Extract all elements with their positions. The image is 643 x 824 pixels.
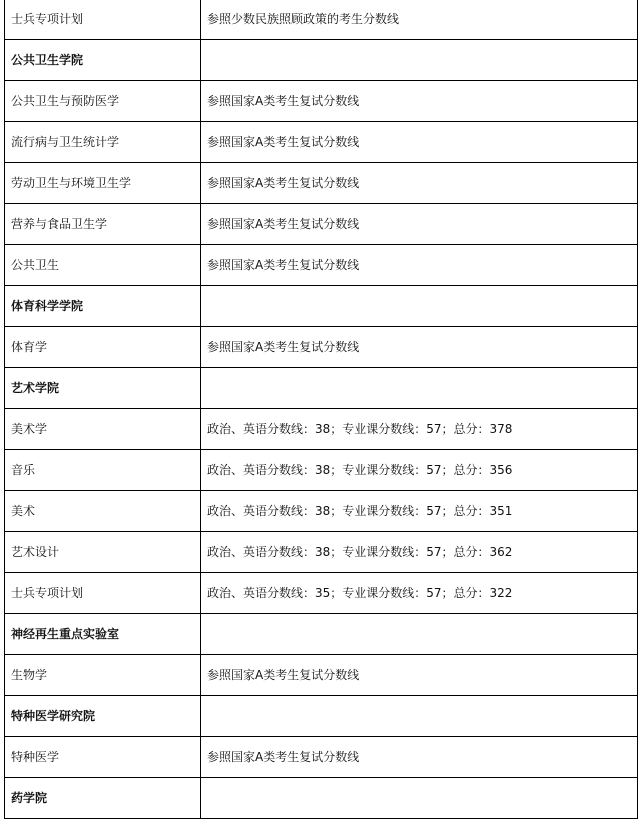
major-cell: 生物学: [5, 655, 201, 696]
requirement-cell: [201, 40, 638, 81]
major-cell: 公共卫生: [5, 245, 201, 286]
section-title: 体育科学学院: [5, 286, 201, 327]
requirement-cell: 政治、英语分数线：38；专业课分数线：57；总分：351: [201, 491, 638, 532]
major-cell: 音乐: [5, 450, 201, 491]
table-row: [5, 491, 638, 532]
requirement-cell: 政治、英语分数线：35；专业课分数线：57；总分：322: [201, 573, 638, 614]
requirement-cell: 参照国家A类考生复试分数线: [201, 245, 638, 286]
major-cell: 营养与食品卫生学: [5, 204, 201, 245]
requirement-cell: 参照国家A类考生复试分数线: [201, 81, 638, 122]
requirement-cell: 参照国家A类考生复试分数线: [201, 737, 638, 778]
score-table-container: [4, 0, 637, 819]
requirement-cell: 政治、英语分数线：38；专业课分数线：57；总分：362: [201, 532, 638, 573]
requirement-cell: [201, 286, 638, 327]
requirement-cell: 参照少数民族照顾政策的考生分数线: [201, 0, 638, 40]
requirement-cell: 政治、英语分数线：38；专业课分数线：57；总分：356: [201, 450, 638, 491]
major-cell: 士兵专项计划: [5, 573, 201, 614]
section-row: [5, 778, 638, 819]
section-row: [5, 286, 638, 327]
section-title: 药学院: [5, 778, 201, 819]
table-row: [5, 450, 638, 491]
major-cell: 流行病与卫生统计学: [5, 122, 201, 163]
major-cell: 美术: [5, 491, 201, 532]
section-row: [5, 368, 638, 409]
section-title: 神经再生重点实验室: [5, 614, 201, 655]
major-cell: 劳动卫生与环境卫生学: [5, 163, 201, 204]
requirement-cell: 参照国家A类考生复试分数线: [201, 163, 638, 204]
requirement-cell: [201, 614, 638, 655]
table-row: [5, 532, 638, 573]
major-cell: 体育学: [5, 327, 201, 368]
requirement-cell: 参照国家A类考生复试分数线: [201, 655, 638, 696]
table-row: [5, 245, 638, 286]
table-row: [5, 655, 638, 696]
table-row: [5, 81, 638, 122]
requirement-cell: 参照国家A类考生复试分数线: [201, 327, 638, 368]
section-row: [5, 40, 638, 81]
major-cell: 士兵专项计划: [5, 0, 201, 40]
table-row: [5, 737, 638, 778]
section-title: 公共卫生学院: [5, 40, 201, 81]
score-table-body: [5, 0, 638, 819]
score-table: [4, 0, 638, 819]
requirement-cell: 政治、英语分数线：38；专业课分数线：57；总分：378: [201, 409, 638, 450]
table-row: [5, 122, 638, 163]
table-row: [5, 327, 638, 368]
requirement-cell: 参照国家A类考生复试分数线: [201, 204, 638, 245]
major-cell: 特种医学: [5, 737, 201, 778]
table-row: [5, 573, 638, 614]
major-cell: 艺术设计: [5, 532, 201, 573]
table-row: [5, 163, 638, 204]
table-row: [5, 204, 638, 245]
section-row: [5, 614, 638, 655]
section-title: 艺术学院: [5, 368, 201, 409]
section-title: 特种医学研究院: [5, 696, 201, 737]
major-cell: 公共卫生与预防医学: [5, 81, 201, 122]
section-row: [5, 696, 638, 737]
table-row: [5, 409, 638, 450]
major-cell: 美术学: [5, 409, 201, 450]
requirement-cell: [201, 778, 638, 819]
table-row: [5, 0, 638, 40]
requirement-cell: [201, 368, 638, 409]
requirement-cell: 参照国家A类考生复试分数线: [201, 122, 638, 163]
requirement-cell: [201, 696, 638, 737]
